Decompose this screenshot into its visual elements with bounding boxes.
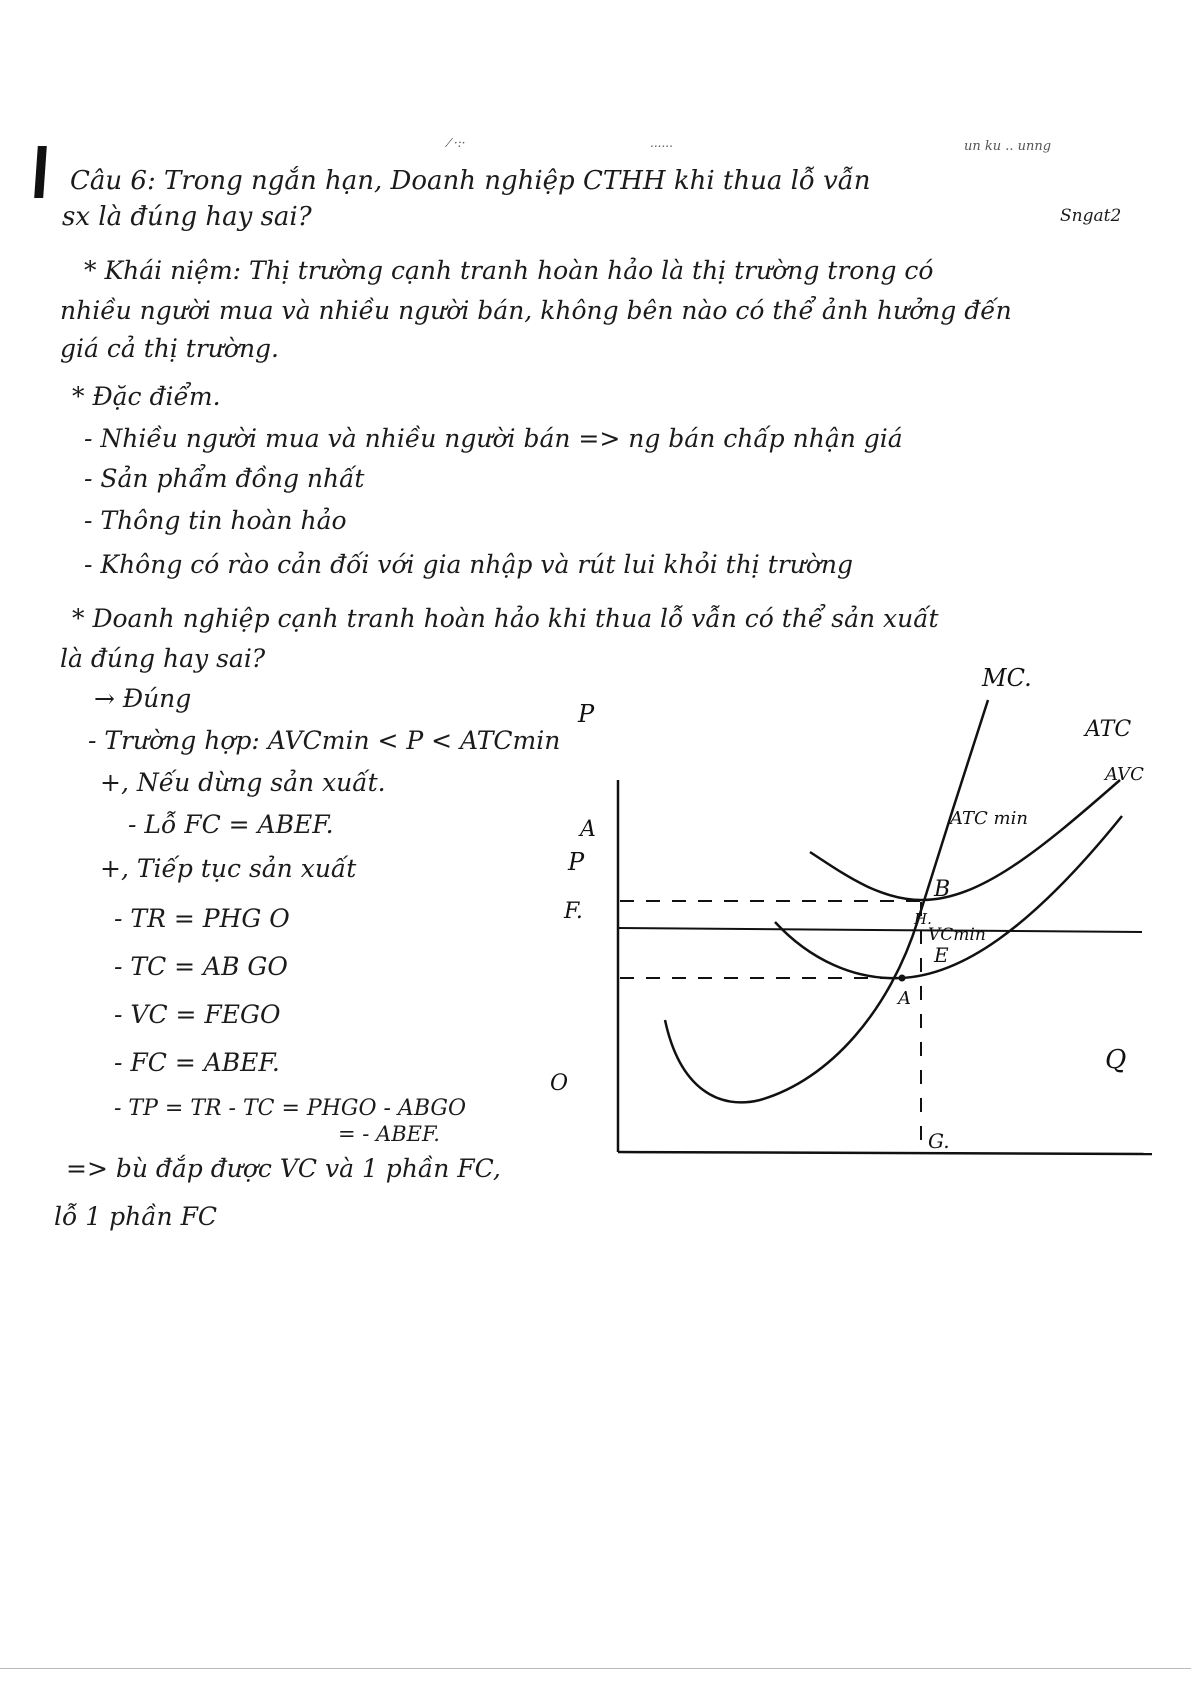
point-b-label: B <box>934 877 951 902</box>
top-faint-mark: ⁄ ·:· <box>448 136 466 150</box>
feature-item: - Không có rào cản đối với gia nhập và rút lui khỏi thị trường <box>84 550 853 579</box>
conclusion-line-1: => bù đắp được VC và 1 phần FC, <box>66 1154 501 1183</box>
top-right-mark: un ku .. unng <box>964 139 1052 154</box>
f-axis-label: F. <box>564 899 583 924</box>
binding-mark <box>34 146 47 198</box>
p-axis-label: P <box>578 700 595 728</box>
calc-line: = - ABEF. <box>338 1122 440 1146</box>
point-a-dot <box>899 975 906 982</box>
concept-line-2: nhiều người mua và nhiều người bán, không bên nào có thể ảnh hưởng đến <box>60 296 1012 325</box>
feature-item: - Thông tin hoàn hảo <box>84 506 347 535</box>
price-line <box>618 928 1142 932</box>
question2-line-2: là đúng hay sai? <box>60 644 266 673</box>
calc-line: - VC = FEGO <box>114 1000 281 1029</box>
point-e-label: E <box>934 943 949 967</box>
atc-label: ATC <box>1085 717 1132 742</box>
features-heading: * Đặc điểm. <box>72 382 221 411</box>
q-axis-label: Q <box>1105 1045 1127 1075</box>
p-price-label: P <box>568 848 585 876</box>
conclusion-line-2: lỗ 1 phần FC <box>54 1202 218 1231</box>
origin-label: O <box>550 1071 569 1096</box>
calc-line: - TR = PHG O <box>114 904 290 933</box>
stop-loss: - Lỗ FC = ABEF. <box>128 810 334 839</box>
point-g-label: G. <box>928 1129 950 1153</box>
signature: Sngat2 <box>1060 206 1122 226</box>
case-title: - Trường hợp: AVCmin < P < ATCmin <box>88 726 561 755</box>
stop-heading: +, Nếu dừng sản xuất. <box>100 768 386 797</box>
calc-line: - TC = AB GO <box>114 952 288 981</box>
continue-heading: +, Tiếp tục sản xuất <box>100 854 357 883</box>
feature-item: - Sản phẩm đồng nhất <box>84 464 365 493</box>
question2-line-1: * Doanh nghiệp cạnh tranh hoàn hảo khi thua lỗ vẫn có thể sản xuất <box>72 604 939 633</box>
concept-line-1: * Khái niệm: Thị trường cạnh tranh hoàn hảo là thị trường trong có <box>84 256 934 285</box>
top-mid-mark: ...... <box>650 136 673 150</box>
page-edge-line <box>0 1668 1191 1669</box>
answer: → Đúng <box>94 684 192 713</box>
calc-line: - FC = ABEF. <box>114 1048 280 1077</box>
point-h-label: H. <box>914 910 932 928</box>
avc-min-label: VCmin <box>928 925 986 945</box>
a-axis-label: A <box>580 817 596 842</box>
question-line-1: Câu 6: Trong ngắn hạn, Doanh nghiệp CTHH khi thua lỗ vẫn <box>70 166 871 196</box>
feature-item: - Nhiều người mua và nhiều người bán => ng bán chấp nhận giá <box>84 424 903 453</box>
atc-curve <box>810 780 1120 900</box>
calc-line: - TP = TR - TC = PHGO - ABGO <box>114 1096 466 1121</box>
avc-label: AVC <box>1105 764 1144 785</box>
q-axis <box>618 1152 1152 1154</box>
mc-label: MC. <box>982 664 1032 692</box>
point-a-label: A <box>898 988 911 1009</box>
question-line-2: sx là đúng hay sai? <box>62 202 312 232</box>
concept-line-3: giá cả thị trường. <box>60 334 279 363</box>
cost-curve-graph <box>550 660 1150 1180</box>
atc-min-label: ATC min <box>950 808 1028 829</box>
